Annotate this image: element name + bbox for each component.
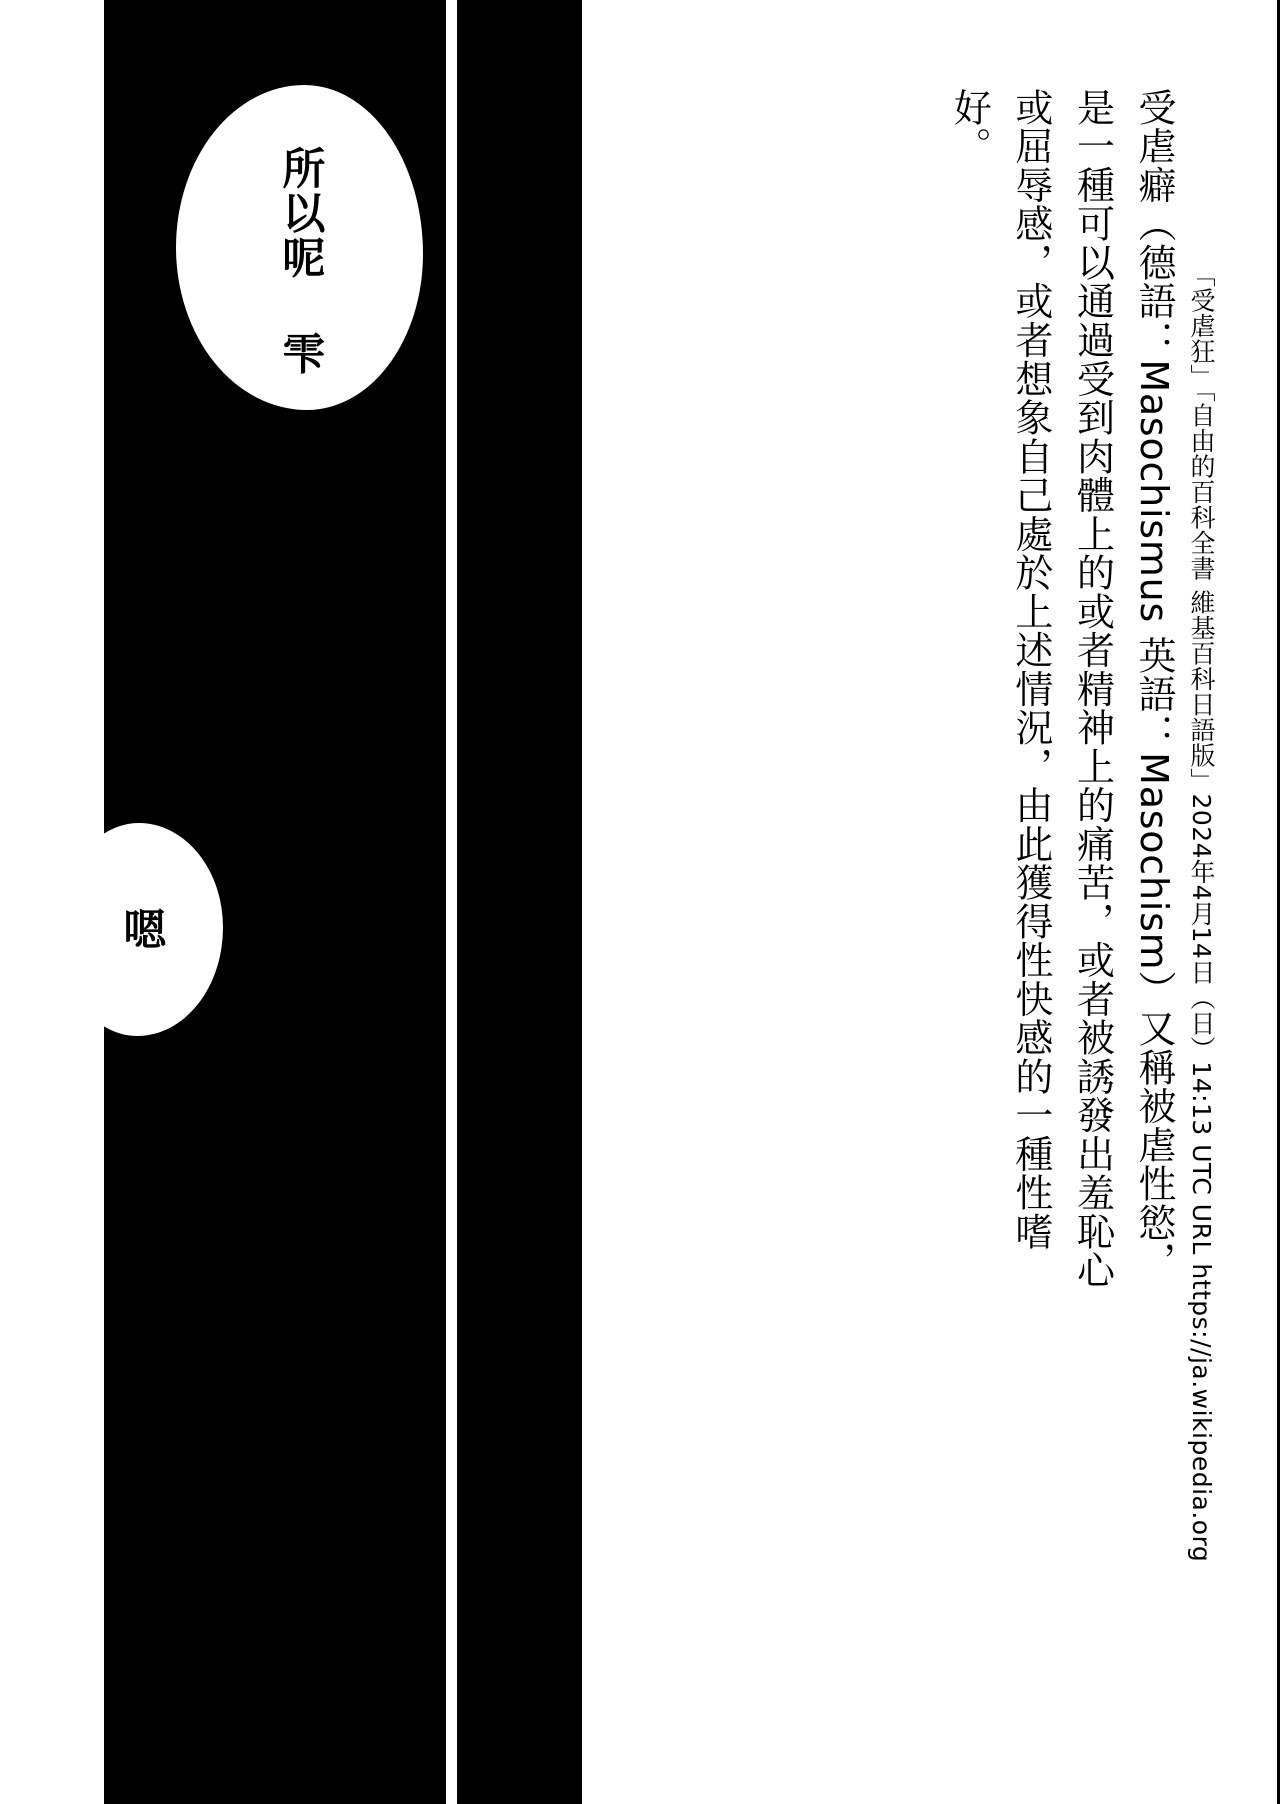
speech-balloon-lower-text: 嗯 (116, 907, 167, 952)
definition-panel (579, 0, 1280, 1804)
speech-balloon-upper (176, 85, 423, 410)
definition-text: 受虐癖（德語：Masochismus 英語：Masochism）又稱被虐性慾，是一種可以通過受到肉體上的或者精神上的痛苦，或者被誘發出羞恥心或屈辱感，或者想象自己處於上述情況，由此獲得性快感的一種性嗜好。 (947, 88, 1176, 1290)
speech-balloon-upper-text: 所以呢 雫 (275, 146, 326, 377)
source-citation-text: 「受虐狂」「自由的百科全書 維基百科日語版」2024年4月14日（日）14:13 UTC URL https://ja.wikipedia.org (1187, 262, 1216, 1563)
vertical-text-column-group (938, 0, 1253, 1804)
comic-panel-divider (457, 0, 579, 1804)
